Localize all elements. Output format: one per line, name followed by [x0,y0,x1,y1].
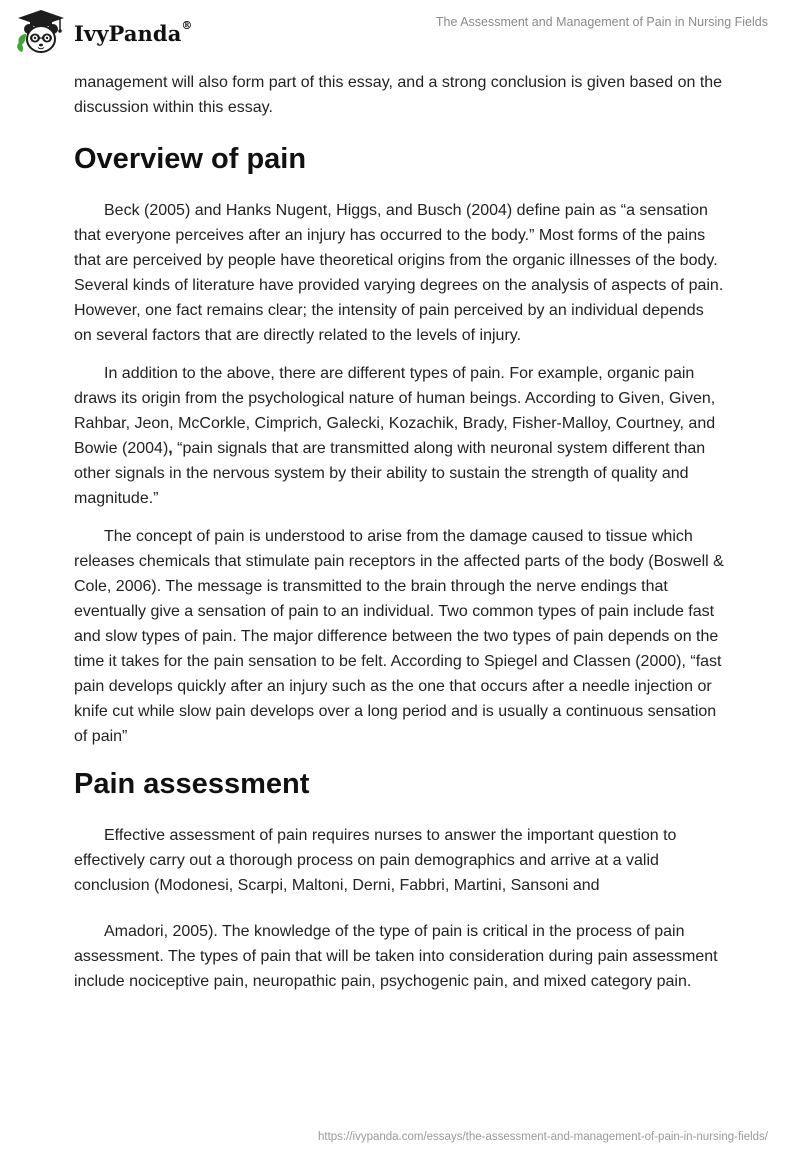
panda-graduate-icon [14,8,68,56]
assessment-paragraph-1: Effective assessment of pain requires nurses to answer the important question to effectively carry out a thorough process on pain demographics and arrive at a valid conclusion (Modonesi, Scarpi, Maltoni, Derni, Fabbri, Martini, Sansoni and [74,827,677,894]
overview-paragraph-2-text-b: “pain signals that are transmitted along with neuronal system different than other signals in the nervous system by their ability to sustain the strength of quality and magnitude.” [74,440,706,507]
section-heading-assessment: Pain assessment [74,768,310,800]
bold-comma: , [168,440,173,457]
registered-mark: ® [181,18,193,32]
document-title: The Assessment and Management of Pain in Nursing Fields [435,15,768,29]
source-url[interactable]: https://ivypanda.com/essays/the-assessment-and-management-of-pain-in-nursing-fields/ [318,1131,768,1143]
brand-name: IvyPanda® [74,18,193,46]
overview-paragraph-2 [74,361,724,511]
page-header [0,0,800,60]
brand-logo[interactable] [14,8,193,56]
overview-paragraph-3: The concept of pain is understood to arise from the damage caused to tissue which releases chemicals that stimulate pain receptors in the affected parts of the body (Boswell & Cole, 2006). The message is transmitted to the brain through the nerve endings that eventually give a sensation of pain to an individual. Two common types of pain include fast and slow types of pain. The major difference between the two types of pain depends on the time it takes for the pain sensation to be felt. According to Spiegel and Classen (2000), “fast pain develops quickly after an injury such as the one that occurs after a needle injection or knife cut while slow pain develops over a long period and is usually a continuous sensation of pain” [74,528,724,745]
essay-content [74,70,724,994]
overview-paragraph-2-text-a: In addition to the above, there are different types of pain. For example, organic pain draws its origin from the psychological nature of human beings. According to Given, Given, Rahbar, Jeon, McCorkle, Cimprich, Galecki, Kozachik, Brady, Fisher-Malloy, Courtney, and Bowie (2004) [74,365,716,457]
assessment-paragraph-2: Amadori, 2005). The knowledge of the type of pain is critical in the process of pain assessment. The types of pain that will be taken into consideration during pain assessment include nociceptive pain, neuropathic pain, psychogenic pain, and mixed category pain. [74,923,718,990]
intro-paragraph: management will also form part of this essay, and a strong conclusion is given based on the discussion within this essay. [74,74,723,116]
section-heading-overview: Overview of pain [74,143,307,175]
overview-paragraph-1: Beck (2005) and Hanks Nugent, Higgs, and Busch (2004) define pain as “a sensation that everyone perceives after an injury has occurred to the body.” Most forms of the pains that are perceived by people have theoretical origins from the organic illnesses of the body. Several kinds of literature have provided varying degrees on the analysis of aspects of pain. However, one fact remains clear; the intensity of pain perceived by an individual depends on several factors that are directly related to the levels of injury. [74,202,724,344]
